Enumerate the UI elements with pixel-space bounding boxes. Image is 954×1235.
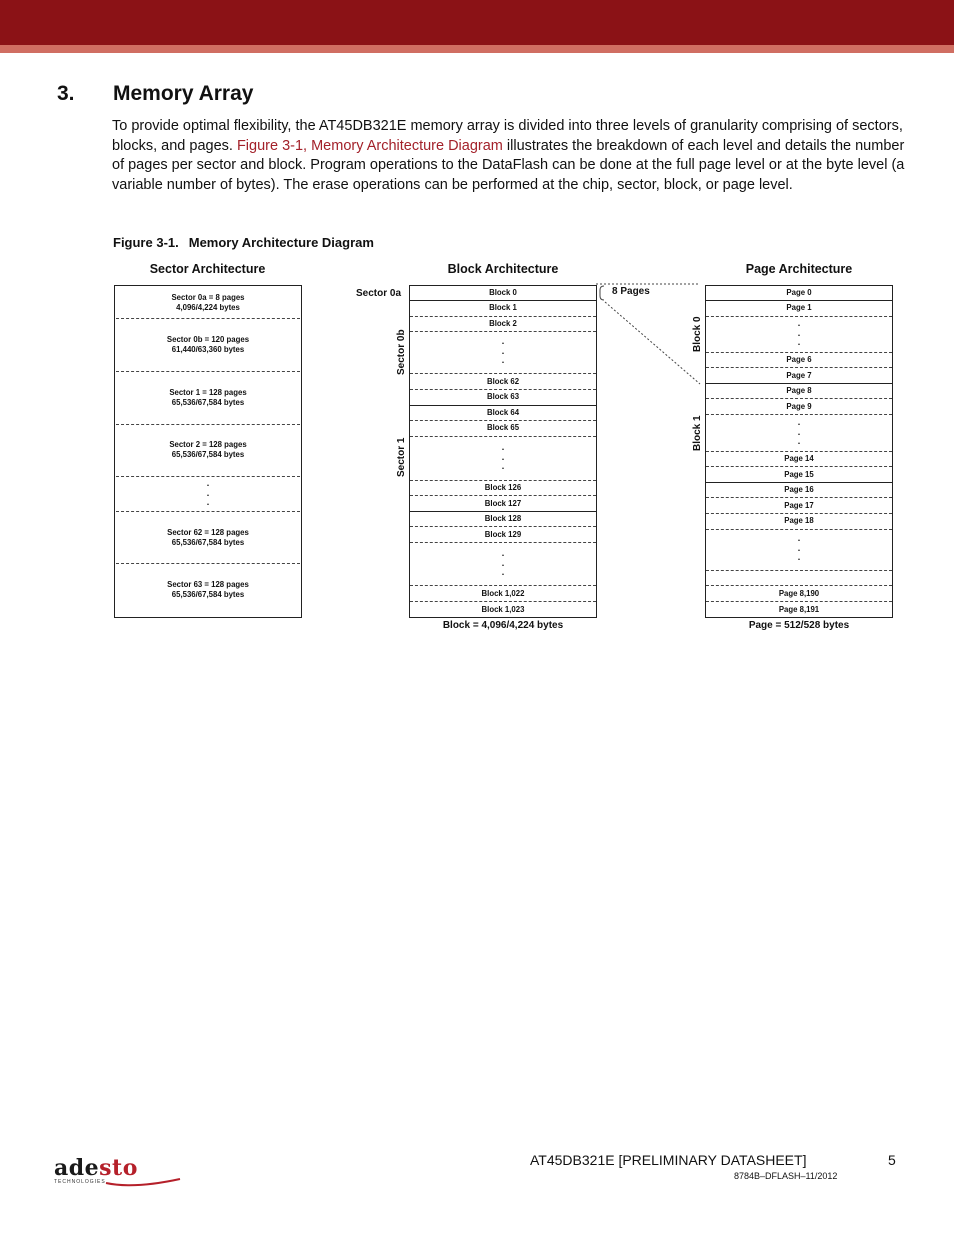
- block-cell: Block 0: [489, 288, 517, 297]
- intro-text-1: To provide optimal flexibility, the AT45DB321E memory array is divided into three levels of granularity comprising of sectors, blocks, and pages.: [112, 118, 903, 154]
- section-number: 3.: [57, 82, 75, 105]
- block-cell: Block 126: [484, 483, 522, 492]
- block-divider: [410, 331, 596, 332]
- page-cell: Page 14: [784, 454, 814, 463]
- figure-caption: [113, 235, 374, 250]
- ellipsis-dots: . . .: [501, 336, 505, 365]
- block-divider: [410, 511, 596, 512]
- block-divider: [410, 300, 596, 301]
- page-cell: Page 6: [786, 355, 812, 364]
- figure-number: Figure 3-1.: [113, 235, 179, 250]
- company-logo: adesto TECHNOLOGIES: [54, 1155, 138, 1185]
- sector-divider: [116, 371, 300, 372]
- page-divider: [706, 513, 892, 514]
- sector-divider: [116, 318, 300, 319]
- block-1-label: Block 1: [692, 415, 703, 451]
- block-divider: [410, 373, 596, 374]
- page-cell: Page 0: [786, 288, 812, 297]
- ellipsis-dots: . . .: [501, 442, 505, 471]
- section-title: Memory Array: [113, 82, 254, 105]
- block-divider: [410, 585, 596, 586]
- block-cell: Block 1: [489, 303, 517, 312]
- page-divider: [706, 398, 892, 399]
- block-divider: [410, 526, 596, 527]
- block-divider: [410, 436, 596, 437]
- page-divider: [706, 466, 892, 467]
- page-cell: Page 8,191: [778, 605, 820, 614]
- sector-cell: Sector 62 = 128 pages 65,536/67,584 bytes: [167, 528, 249, 547]
- sector-cell: Sector 0b = 120 pages 61,440/63,360 bytes: [166, 335, 250, 354]
- block-cell: Block 63: [486, 392, 520, 401]
- block-cell: Block 129: [484, 530, 522, 539]
- footer-page-number: 5: [888, 1152, 896, 1168]
- logo-swoosh-icon: [104, 1177, 184, 1187]
- block-divider: [410, 495, 596, 496]
- block-cell: Block 65: [486, 423, 520, 432]
- page-cell: Page 8,190: [778, 589, 820, 598]
- page-cell: Page 16: [784, 485, 814, 494]
- block-cell: Block 62: [486, 377, 520, 386]
- sector-divider: [116, 563, 300, 564]
- page-arch-heading: Page Architecture: [745, 262, 853, 276]
- eight-pages-label: 8 Pages: [612, 286, 650, 297]
- intro-paragraph: [112, 117, 912, 195]
- block-0-label: Block 0: [692, 316, 703, 352]
- block-divider: [410, 316, 596, 317]
- ellipsis-dots: . . .: [797, 318, 801, 347]
- block-divider: [410, 480, 596, 481]
- footer-doc-title: AT45DB321E [PRELIMINARY DATASHEET]: [530, 1152, 807, 1168]
- sector-cell: Sector 0a = 8 pages 4,096/4,224 bytes: [171, 293, 245, 312]
- block-footnote: Block = 4,096/4,224 bytes: [442, 620, 564, 631]
- sector-cell: Sector 2 = 128 pages 65,536/67,584 bytes: [169, 440, 247, 459]
- block-divider: [410, 420, 596, 421]
- sector-divider: [116, 511, 300, 512]
- page-cell: Page 15: [784, 470, 814, 479]
- sector-1-label: Sector 1: [396, 437, 407, 477]
- ellipsis-dots: . . .: [797, 533, 801, 562]
- ellipsis-dots: . . .: [797, 417, 801, 446]
- ellipsis-dots: . . .: [206, 478, 210, 507]
- sector-divider: [116, 424, 300, 425]
- page-divider: [706, 367, 892, 368]
- block-arch-heading: Block Architecture: [447, 262, 559, 276]
- figure-title: Memory Architecture Diagram: [188, 235, 374, 250]
- figure-link[interactable]: Figure 3-1, Memory Architecture Diagram: [236, 137, 503, 154]
- page-divider: [706, 585, 892, 586]
- page-divider: [706, 352, 892, 353]
- page-cell: Page 7: [786, 371, 812, 380]
- block-divider: [410, 405, 596, 406]
- page-divider: [706, 383, 892, 384]
- block-cell: Block 2: [489, 319, 517, 328]
- page-cell: Page 1: [786, 303, 812, 312]
- block-divider: [410, 389, 596, 390]
- block-cell: Block 128: [484, 514, 522, 523]
- footer-doc-code: 8784B–DFLASH–11/2012: [734, 1171, 838, 1181]
- block-cell: Block 127: [484, 499, 522, 508]
- block-cell: Block 1,023: [481, 605, 525, 614]
- page-divider: [706, 529, 892, 530]
- sector-arch-heading: Sector Architecture: [149, 262, 266, 276]
- sector-0b-label: Sector 0b: [396, 329, 407, 375]
- sector-cell: Sector 1 = 128 pages 65,536/67,584 bytes: [169, 388, 247, 407]
- page-divider: [706, 482, 892, 483]
- intro-text-2: illustrates the breakdown of each level and details the number of pages per sector and block. Program operations to the DataFlash can be done at the full page level or at the byte level (a variable number of bytes). The erase operations can be performed at the chip, sector, block, or page level.: [112, 137, 905, 193]
- block-divider: [410, 542, 596, 543]
- page-divider: [706, 414, 892, 415]
- page-cell: Page 8: [786, 386, 812, 395]
- block-cell: Block 64: [486, 408, 520, 417]
- page-divider: [706, 451, 892, 452]
- page-footnote: Page = 512/528 bytes: [748, 620, 850, 631]
- page-divider: [706, 316, 892, 317]
- block-cell: Block 1,022: [481, 589, 525, 598]
- sector-divider: [116, 476, 300, 477]
- block-divider: [410, 601, 596, 602]
- ellipsis-dots: . . .: [501, 548, 505, 577]
- header-bar: [0, 0, 954, 45]
- page-divider: [706, 497, 892, 498]
- sector-0a-label: Sector 0a: [356, 288, 402, 299]
- page-cell: Page 17: [784, 501, 814, 510]
- page-cell: Page 9: [786, 402, 812, 411]
- page-divider: [706, 300, 892, 301]
- page-divider: [706, 570, 892, 571]
- page-cell: Page 18: [784, 516, 814, 525]
- sector-cell: Sector 63 = 128 pages 65,536/67,584 bytes: [167, 580, 249, 599]
- page-divider: [706, 601, 892, 602]
- header-stripe: [0, 45, 954, 53]
